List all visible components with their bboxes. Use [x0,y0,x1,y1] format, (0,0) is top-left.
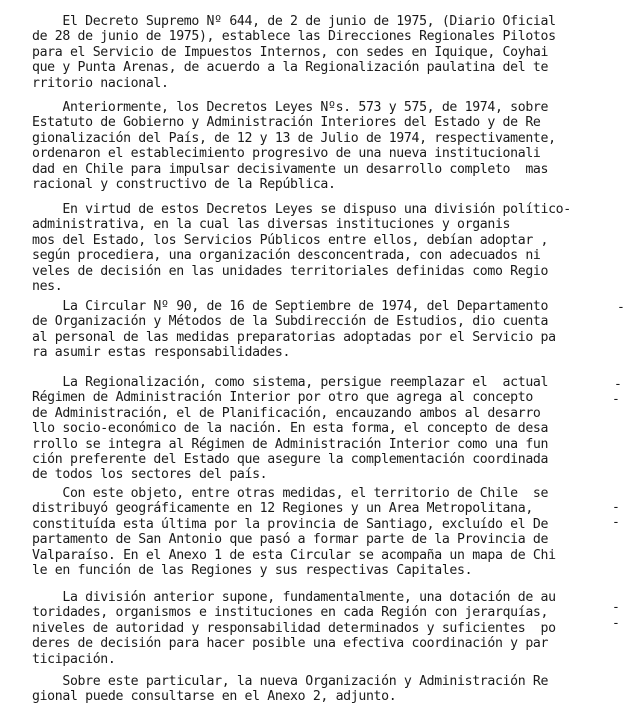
text-line: ción preferente del Estado que asegure la complementación coordinada [32,451,549,467]
text-line: de Administración, el de Planificación, encauzando ambos al desarro [32,405,541,421]
text-line: constituída esta última por la provincia de Santiago, excluído el De [32,516,549,532]
text-line: Con este objeto, entre otras medidas, el territorio de Chile se [32,486,549,501]
text-line: para el Servicio de Impuestos Internos, con sedes en Iquique, Coyhai [32,44,549,60]
margin-mark: - [612,616,620,631]
text-line: le en función de las Regiones y sus respectivas Capitales. [32,562,473,578]
paragraph [32,100,622,192]
text-line: que y Punta Arenas, de acuerdo a la Regionalización paulatina del te [32,60,549,76]
text-line: racional y constructivo de la República. [32,176,336,192]
text-line: niveles de autoridad y responsabilidad determinados y suficientes po [32,620,556,636]
text-line: La Regionalización, como sistema, persigue reemplazar el actual [32,375,549,390]
text-line: distribuyó geográficamente en 12 Regiones y un Area Metropolitana, [32,501,533,517]
text-line: partamento de San Antonio que pasó a formar parte de la Provincia de [32,532,549,548]
margin-mark: - [612,600,620,615]
text-line: de Organización y Métodos de la Subdirección de Estudios, dio cuenta [32,314,549,330]
text-line: mos del Estado, los Servicios Públicos entre ellos, debían adoptar , [32,232,549,248]
text-line: En virtud de estos Decretos Leyes se dispuso una división político- [32,202,571,217]
margin-mark: - [617,300,625,315]
text-line: gional puede consultarse en el Anexo 2, adjunto. [32,689,397,705]
text-line: Valparaíso. En el Anexo 1 de esta Circular se acompaña un mapa de Chi [32,547,556,563]
margin-mark: - [614,377,622,392]
paragraph [32,202,622,294]
text-line: nes. [32,278,63,294]
text-line: Anteriormente, los Decretos Leyes Nºs. 573 y 575, de 1974, sobre [32,100,549,115]
text-line: El Decreto Supremo Nº 644, de 2 de junio de 1975, (Diario Oficial [32,14,556,29]
text-line: ordenaron el establecimiento progresivo de una nueva institucionali [32,146,541,162]
paragraph [32,674,622,705]
text-line: administrativa, en la cual las diversas instituciones y organis [32,217,511,233]
text-line: Régimen de Administración Interior por otro que agrega al concepto [32,390,533,406]
paragraph [32,486,622,578]
margin-mark: - [612,515,620,530]
text-line: deres de decisión para hacer posible una efectiva coordinación y par [32,636,549,652]
text-line: Estatuto de Gobierno y Administración Interiores del Estado y de Re [32,115,541,131]
text-line: La Circular Nº 90, de 16 de Septiembre de 1974, del Departamento [32,299,549,314]
paragraph [32,299,622,361]
text-line: de todos los sectores del país. [32,467,268,483]
text-line: dad en Chile para impulsar decisivamente un desarrollo completo mas [32,161,549,177]
text-line: de 28 de junio de 1975), establece las Direcciones Regionales Pilotos [32,29,556,45]
text-line: rritorio nacional. [32,75,169,91]
text-line: toridades, organismos e instituciones en cada Región con jerarquías, [32,605,549,621]
text-line: rrollo se integra al Régimen de Administración Interior como una fun [32,436,549,452]
text-line: llo socio-económico de la nación. En esta forma, el concepto de desa [32,421,549,437]
text-line: al personal de las medidas preparatorias adoptadas por el Servicio pa [32,329,556,345]
text-line: ticipación. [32,651,116,667]
text-line: Sobre este particular, la nueva Organización y Administración Re [32,674,549,689]
margin-mark: - [612,392,620,407]
paragraph [32,590,622,667]
text-line: La división anterior supone, fundamentalmente, una dotación de au [32,590,556,605]
text-line: ra asumir estas responsabilidades. [32,345,291,361]
paragraph [32,14,622,91]
text-line: según procediera, una organización desconcentrada, con adecuados ni [32,248,541,264]
text-line: gionalización del País, de 12 y 13 de Julio de 1974, respectivamente, [32,130,556,146]
margin-mark: - [612,500,620,515]
text-line: veles de decisión en las unidades territoriales definidas como Regio [32,263,549,279]
paragraph [32,375,622,483]
